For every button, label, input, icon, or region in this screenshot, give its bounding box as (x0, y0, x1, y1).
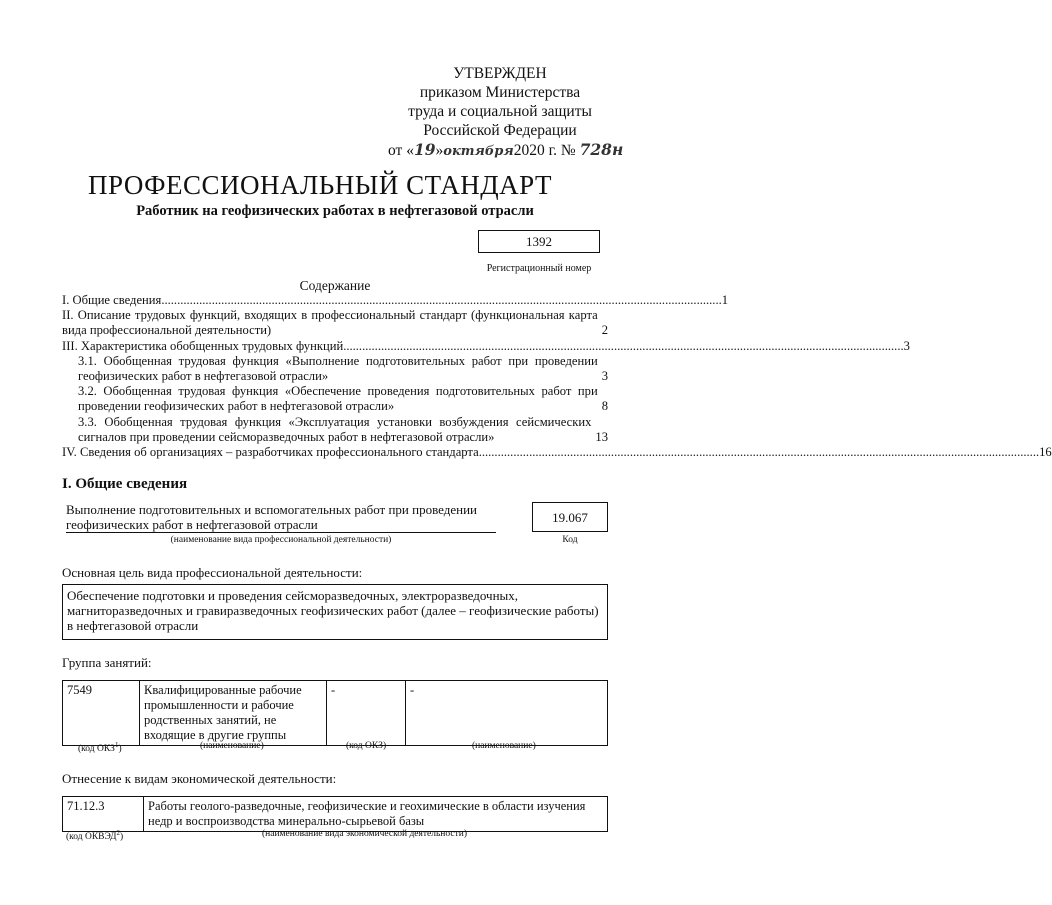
document-title: ПРОФЕССИОНАЛЬНЫЙ СТАНДАРТ (87, 170, 553, 200)
econ-activity-table (62, 796, 608, 832)
toc-item[interactable]: III. Характеристика обобщенных трудовых функций .................................................................................................................................................................................. 3 (62, 338, 910, 353)
table-of-contents (62, 293, 1052, 460)
activity-code: 19.067 (532, 502, 608, 532)
okz-name: Квалифицированные рабочие промышленности и рабочие родственных занятий, не входящие в другие группы (140, 681, 327, 746)
okved-caption: (код ОКВЭД$^2$) (66, 829, 124, 843)
okz-code: 7549 (63, 681, 140, 746)
toc-item[interactable]: 3.2. Обобщенная трудовая функция «Обеспечение проведения подготовительных работ при проведении геофизических работ в нефтегазовой отрасли» 8 (78, 384, 608, 414)
handwritten-day: 19 (413, 140, 436, 159)
okz-name-caption: (наименование) (200, 741, 264, 751)
registration-number: 1392 (478, 230, 600, 253)
activity-caption: (наименование вида профессиональной деятельности) (170, 535, 392, 545)
okved-name-caption: (наименование вида экономической деятельности) (262, 829, 467, 839)
occupation-group-table (62, 680, 608, 746)
okved-name: Работы геолого-разведочные, геофизические и геохимические в области изучения недр и воспроизводства минерально-сырьевой базы (144, 797, 608, 832)
approval-line: труда и социальной защиты (408, 103, 592, 120)
goal-text: Обеспечение подготовки и проведения сейсморазведочных, электроразведочных, магниторазведочных и гравиразведочных геофизических работ (далее – геофизические работы) в нефтегазовой отрасли (62, 584, 608, 640)
okz-caption: (код ОКЗ$^1$) (78, 741, 122, 755)
econ-label: Отнесение к видам экономической деятельности: (62, 771, 337, 786)
approval-line: приказом Министерства (419, 84, 581, 101)
toc-heading: Содержание (299, 278, 371, 293)
approval-heading: УТВЕРЖДЕН (453, 65, 547, 82)
section-heading: I. Общие сведения (62, 476, 188, 492)
document-subtitle: Работник на геофизических работах в нефтегазовой отрасли (136, 203, 534, 219)
toc-item[interactable]: II. Описание трудовых функций, входящих в профессиональный стандарт (функциональная карта вида профессиональной деятельности) 2 (62, 308, 608, 338)
activity-name: Выполнение подготовительных и вспомогательных работ при проведении геофизических работ в нефтегазовой отрасли (66, 502, 496, 533)
toc-item[interactable]: IV. Сведения об организациях – разработчиках профессионального стандарта .................................................................................................................................................................................. 16 (62, 445, 1052, 460)
okved-code: 71.12.3 (63, 797, 144, 832)
toc-item[interactable]: 3.1. Обобщенная трудовая функция «Выполнение подготовительных работ при проведении геофизических работ в нефтегазовой отрасли» 3 (78, 353, 608, 384)
toc-item[interactable]: 3.3. Обобщенная трудовая функция «Эксплуатация установки возбуждения сейсмических сигналов при проведении сейсморазведочных работ в нефтегазовой отрасли» 13 (78, 414, 608, 444)
approval-block (380, 64, 624, 161)
registration-label: Регистрационный номер (486, 263, 592, 274)
goal-label: Основная цель вида профессиональной деятельности: (62, 565, 363, 580)
handwritten-month: октября (443, 144, 514, 159)
toc-item[interactable]: I. Общие сведения .................................................................................................................................................................................. 1 (62, 293, 729, 307)
code-caption: Код (562, 535, 578, 545)
approval-date: от «19»октября2020 г. № 728н (388, 140, 624, 159)
okz-name-2: - (406, 681, 608, 746)
approval-line: Российской Федерации (423, 122, 577, 139)
handwritten-number: 728н (579, 140, 624, 159)
okz-name-caption-2: (наименование) (472, 741, 536, 751)
okz-code-2: - (327, 681, 406, 746)
okz-caption-2: (код ОКЗ) (346, 741, 387, 751)
group-label: Группа занятий: (62, 655, 152, 670)
